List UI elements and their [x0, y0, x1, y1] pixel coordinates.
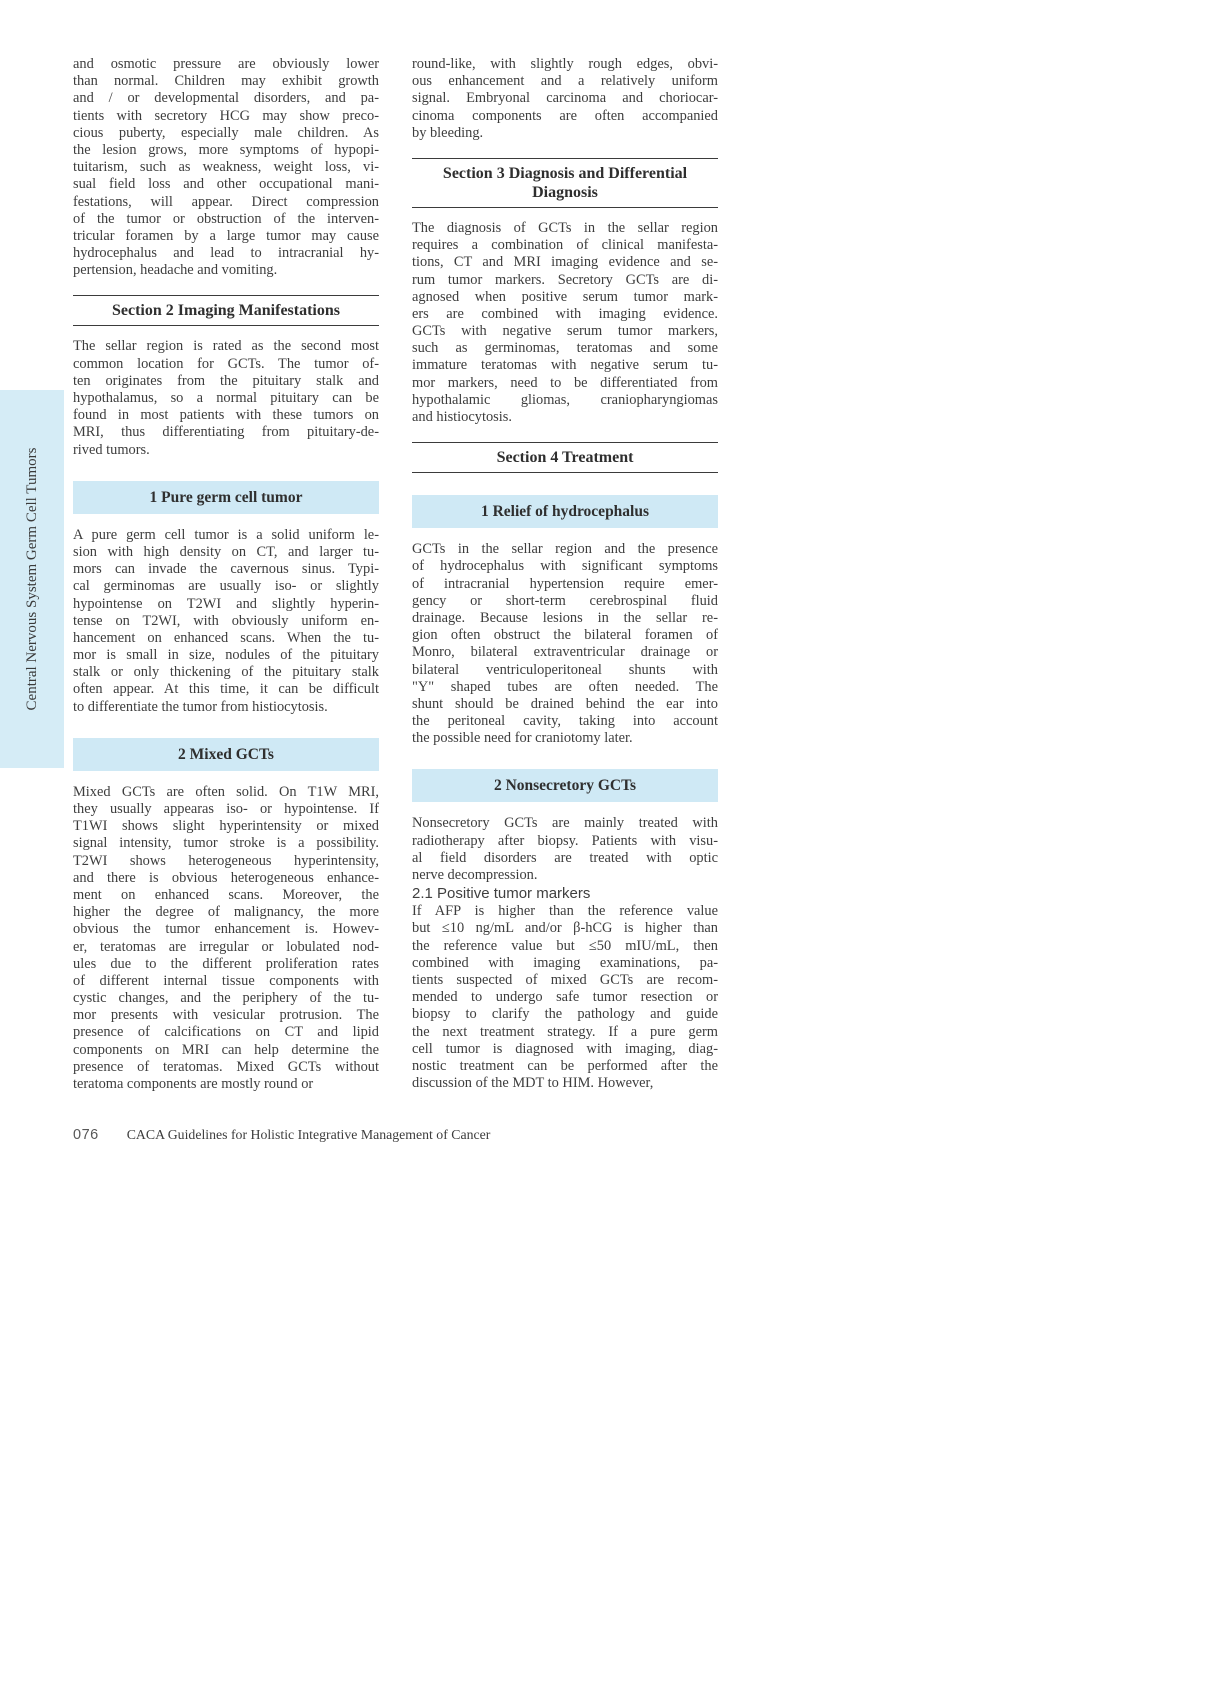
paragraph-nonsecretory-gcts: Nonsecretory GCTs are mainly treated with radiotherapy after biopsy. Patients with visu- al field disorders are treated with optic nerve decompression. [412, 815, 718, 883]
paragraph-imaging-intro: The sellar region is rated as the second most common location for GCTs. The tumor of- ten originates from the pituitary stalk and hypothalamus, so a normal pituitary can be found in most patients with these tumors on MRI, thus differentiating from pituitary-de- rived tumors. [73, 338, 379, 458]
section-rule-bottom [412, 472, 718, 473]
page-footer [73, 1126, 490, 1144]
right-column [412, 56, 718, 1092]
chapter-title-vertical: Central Nervous System Germ Cell Tumors [24, 447, 40, 711]
section-3-header [412, 158, 718, 208]
subsection-box-nonsecretory-gcts: 2 Nonsecretory GCTs [412, 769, 718, 802]
subsection-box-relief-of-hydrocephalus: 1 Relief of hydrocephalus [412, 495, 718, 528]
section-4-title: Section 4 Treatment [496, 449, 634, 467]
section-4-header [412, 442, 718, 473]
chapter-sidebar-tab [0, 390, 64, 768]
section-2-title: Section 2 Imaging Manifestations [112, 302, 340, 320]
page-number: 076 [73, 1127, 99, 1143]
section-3-title: Section 3 Diagnosis and Differential Diagnosis [442, 164, 688, 201]
paragraph-diagnosis: The diagnosis of GCTs in the sellar region requires a combination of clinical manifesta- tions, CT and MRI imaging evidence and se- rum tumor markers. Secretory GCTs are di- agnosed when positive serum tumor mark- ers are combined with imaging evidence. GCTs with negative serum tumor markers, such as germinomas, teratomas and some immature teratomas with negative serum tu- mor markers, need to be differentiated from hypothalamic gliomas, craniopharyngiomas and histiocytosis. [412, 219, 718, 425]
section-2-header [73, 295, 379, 326]
paragraph-relief-of-hydrocephalus: GCTs in the sellar region and the presence of hydrocephalus with significant symptoms of intracranial hypertension require emer- gency or short-term cerebrospinal fluid drainage. Because lesions in the sellar re- gion often obstruct the bilateral foramen of Monro, bilateral extraventricular drainage or bilateral ventriculoperitoneal shunts with "Y" shaped tubes are often needed. The shunt should be drained behind the ear into the peritoneal cavity, taking into account the possible need for craniotomy later. [412, 541, 718, 747]
section-rule-bottom [412, 207, 718, 208]
paragraph-clinical-manifestations: and osmotic pressure are obviously lower than normal. Children may exhibit growth and / or developmental disorders, and pa- tients with secretory HCG may show preco- cious puberty, especially male children. As the lesion grows, more symptoms of hypopi- tuitarism, such as weakness, weight loss, vi- sual field loss and other occupational mani- festations, will appear. Direct compression of the tumor or obstruction of the interven- tricular foramen by a large tumor may cause hydrocephalus and lead to intracranial hy- pertension, headache and vomiting. [73, 56, 379, 279]
paragraph-pure-germ-cell-tumor: A pure germ cell tumor is a solid uniform le- sion with high density on CT, and larger tu- mors can invade the cavernous sinus. Typi- cal germinomas are usually iso- or slightly hypointense on T2WI and slightly hyperin- tense on T2WI, with obviously uniform en- hancement on enhanced scans. When the tu- mor is small in size, nodules of the pituitary stalk or only thickening of the pituitary stalk often appear. At this time, it can be difficult to differentiate the tumor from histiocytosis. [73, 526, 379, 715]
subheading-positive-tumor-markers: 2.1 Positive tumor markers [412, 885, 591, 903]
paragraph-mixed-gcts-continued: round-like, with slightly rough edges, obvi- ous enhancement and a relatively uniform signal. Embryonal carcinoma and choriocar- cinoma components are often accompanied by bleeding. [412, 56, 718, 141]
footer-title: CACA Guidelines for Holistic Integrative Management of Cancer [126, 1127, 491, 1142]
paragraph-positive-tumor-markers: If AFP is higher than the reference value but ≤10 ng/mL and/or β-hCG is higher than the reference value but ≤50 mIU/mL, then combined with imaging examinations, pa- tients suspected of mixed GCTs are recom- mended to undergo safe tumor resection or biopsy to clarify the pathology and guide the next treatment strategy. If a pure germ cell tumor is diagnosed with imaging, diag- nostic treatment can be performed after the discussion of the MDT to HIM. However, [412, 903, 718, 1092]
paragraph-mixed-gcts: Mixed GCTs are often solid. On T1W MRI, they usually appearas iso- or hypointense. If T1WI shows slight hyperintensity or mixed signal intensity, tumor stroke is a possibility. T2WI shows heterogeneous hyperintensity, and there is obvious heterogeneous enhance- ment on enhanced scans. Moreover, the higher the degree of malignancy, the more obvious the tumor enhancement is. Howev- er, teratomas are irregular or lobulated nod- ules due to the different proliferation rates of different internal tissue components with cystic changes, and the periphery of the tu- mor presents with vesicular protrusion. The presence of calcifications on CT and lipid components on MRI can help determine the presence of teratomas. Mixed GCTs without teratoma components are mostly round or [73, 783, 379, 1092]
left-column [73, 56, 379, 1093]
subsection-box-pure-germ-cell-tumor: 1 Pure germ cell tumor [73, 481, 379, 514]
subsection-box-mixed-gcts: 2 Mixed GCTs [73, 738, 379, 771]
section-rule-bottom [73, 325, 379, 326]
